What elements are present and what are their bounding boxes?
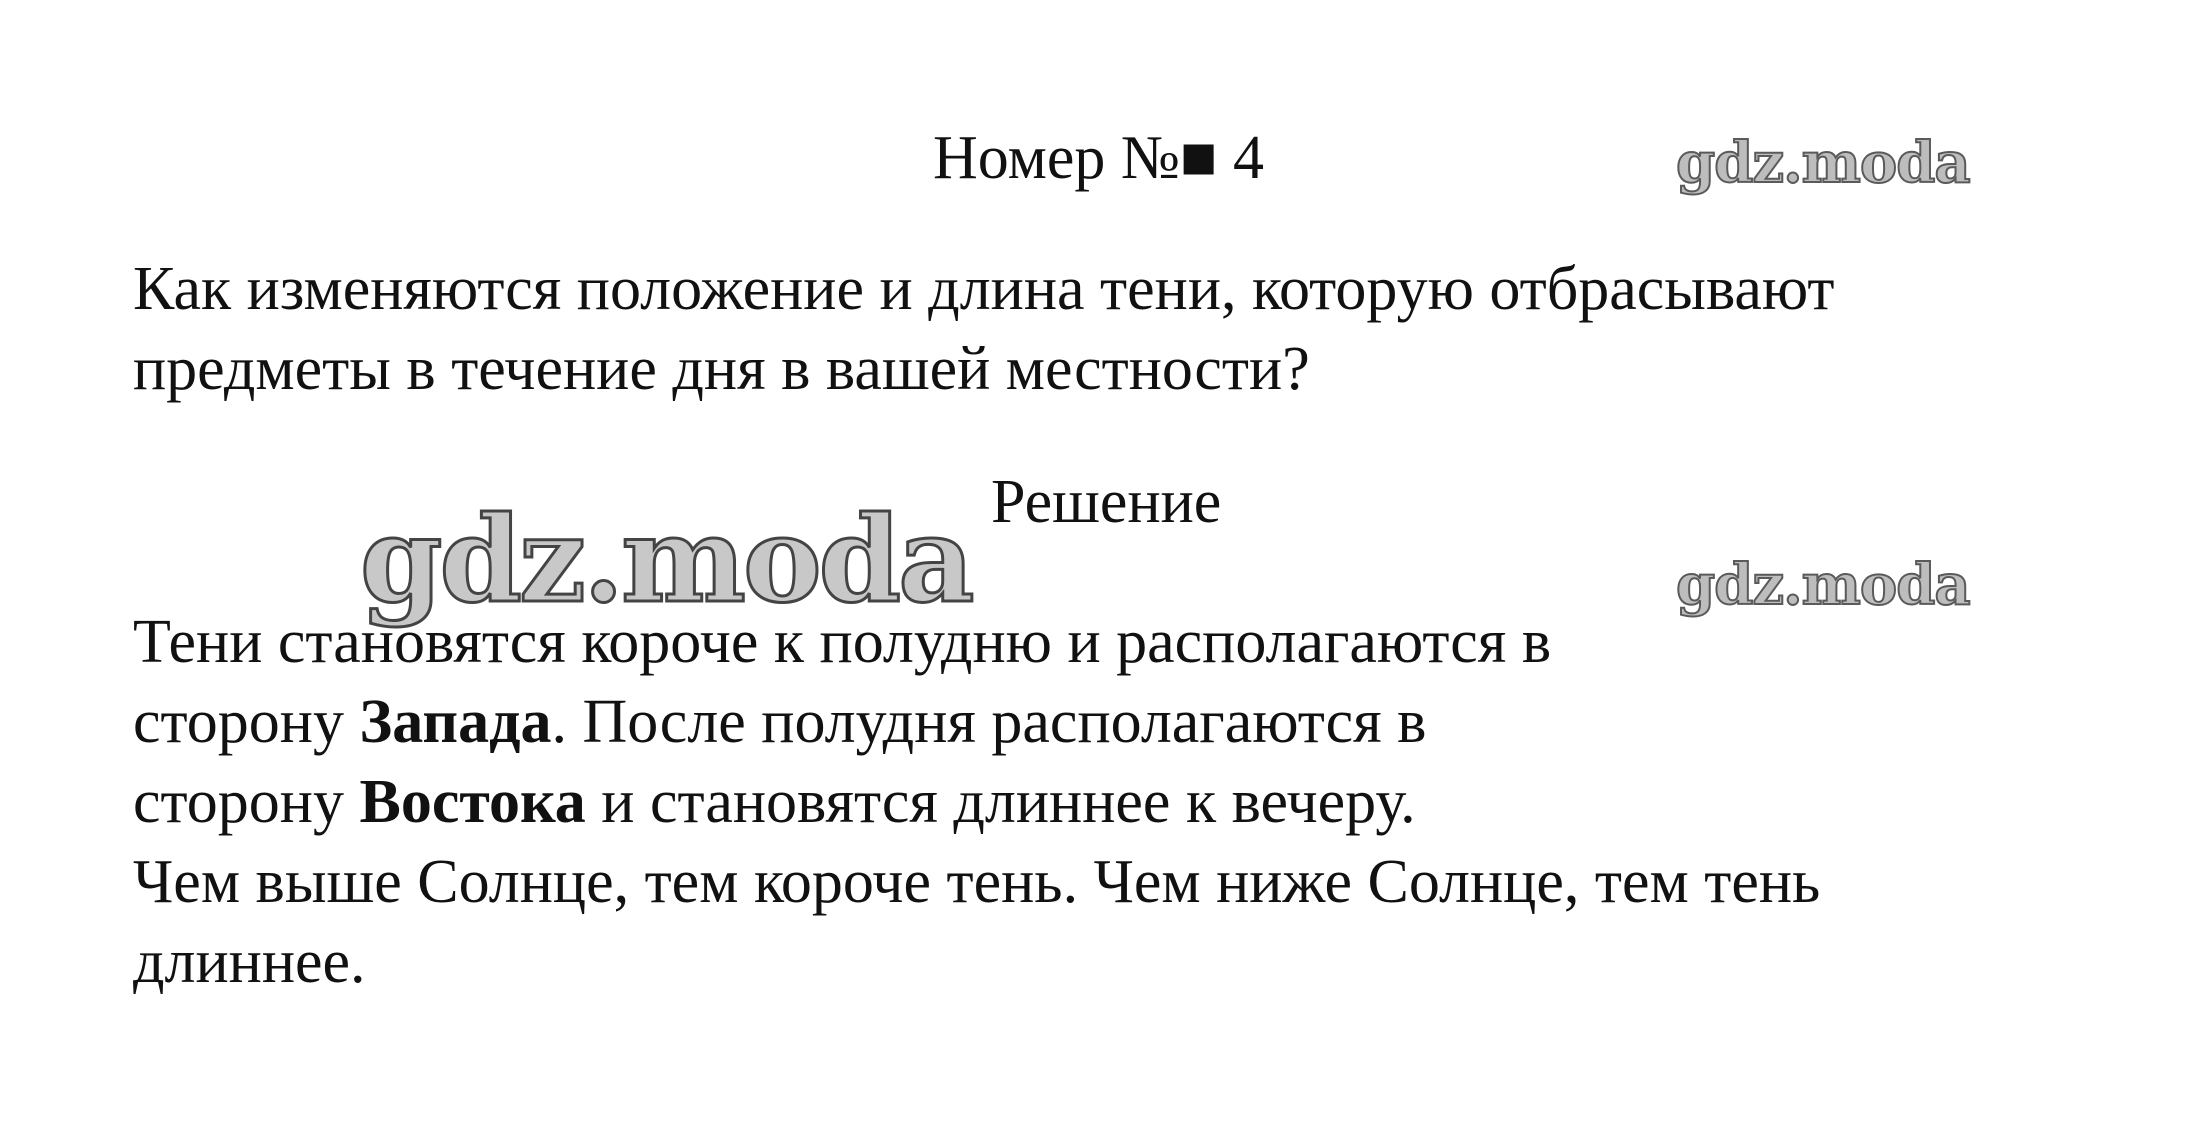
watermark-logo-middle: gdz.moda xyxy=(1676,552,1970,618)
direction-west-bold: Запада xyxy=(359,688,552,756)
answer-text-span: . После полудня располагаются в xyxy=(551,688,1427,756)
question-line: Как изменяются положение и длина тени, которую отбрасывают xyxy=(133,255,1835,323)
question-text xyxy=(133,249,2133,409)
answer-line xyxy=(133,682,2133,762)
answer-text xyxy=(133,602,2133,1002)
answer-line xyxy=(133,842,2133,922)
watermark-logo-large: gdz.moda xyxy=(360,490,972,629)
answer-line xyxy=(133,762,2133,842)
solution-heading: Решение xyxy=(991,468,1222,536)
answer-text-span: Чем выше Солнце, тем короче тень. Чем ниже Солнце, тем тень xyxy=(133,848,1821,916)
question-line: предметы в течение дня в вашей местности? xyxy=(133,335,1310,403)
answer-text-span: и становятся длиннее к вечеру. xyxy=(585,768,1416,836)
answer-line xyxy=(133,602,2133,682)
answer-text-span: сторону xyxy=(133,768,360,836)
answer-text-span: Тени становятся короче к полудню и располагаются в xyxy=(133,608,1552,676)
answer-text-span: сторону xyxy=(133,688,360,756)
page-title: Номер №■ 4 xyxy=(933,124,1264,192)
watermark-logo-top: gdz.moda xyxy=(1676,130,1970,196)
answer-line xyxy=(133,922,2133,1002)
direction-east-bold: Востока xyxy=(359,768,586,836)
answer-text-span: длиннее. xyxy=(133,928,366,996)
